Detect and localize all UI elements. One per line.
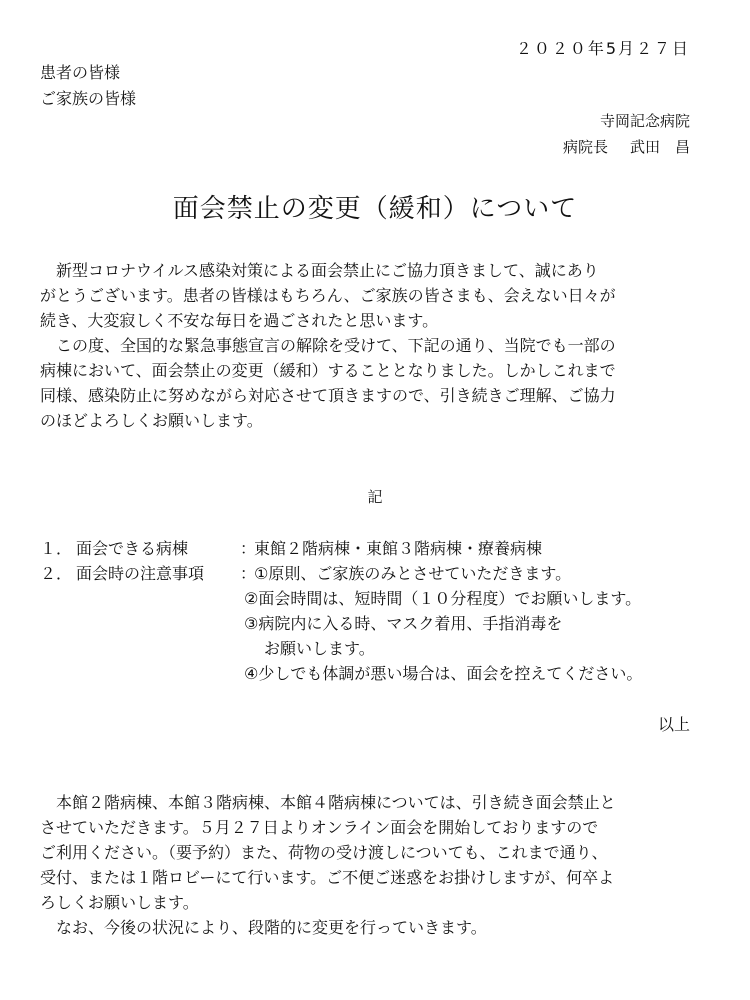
director-name: 武田 昌 bbox=[629, 138, 690, 156]
ki-heading: 記 bbox=[367, 488, 383, 506]
text-line: させていただきます。５月２７日よりオンライン面会を開始しておりますので bbox=[40, 818, 599, 837]
text-line: がとうございます。患者の皆様はもちろん、ご家族の皆さまも、会えない日々が bbox=[40, 286, 616, 305]
notice-paragraph-3 bbox=[40, 790, 700, 915]
text-line: のほどよろしくお願いします。 bbox=[40, 411, 263, 430]
item-colon: ： bbox=[240, 539, 257, 558]
text-line: 病棟において、面会禁止の変更（緩和）することとなりました。しかしこれまで bbox=[40, 361, 616, 380]
text-line: 受付、または１階ロビーにて行います。ご不便ご迷惑をお掛けしますが、何卒よ bbox=[40, 868, 615, 887]
precaution-item: ②面会時間は、短時間（１０分程度）でお願いします。 bbox=[244, 589, 642, 608]
text-line: 新型コロナウイルス感染対策による面会禁止にご協力頂きまして、誠にあり bbox=[56, 261, 599, 280]
item-number: １． bbox=[40, 539, 73, 558]
item-label: 面会時の注意事項 bbox=[76, 564, 205, 583]
text-line: ろしくお願いします。 bbox=[40, 893, 199, 912]
list-item bbox=[40, 536, 720, 561]
text-line: ご利用ください。（要予約）また、荷物の受け渡しについても、これまで通り、 bbox=[40, 843, 608, 862]
recipients-block bbox=[40, 60, 136, 112]
director-line bbox=[563, 134, 690, 160]
intro-paragraph-1 bbox=[40, 258, 700, 333]
text-line: この度、全国的な緊急事態宣言の解除を受けて、下記の通り、当院でも一部の bbox=[56, 336, 616, 355]
text-line: なお、今後の状況により、段階的に変更を行っていきます。 bbox=[56, 918, 487, 937]
closing-mark: 以上 bbox=[657, 715, 690, 734]
director-title: 病院長 bbox=[562, 138, 608, 156]
item-text: ①原則、ご家族のみとさせていただきます。 bbox=[254, 564, 572, 583]
document-title: 面会禁止の変更（緩和）について bbox=[172, 194, 578, 224]
document-date: ２０２０年5月２７日 bbox=[515, 39, 690, 58]
precaution-item: ④少しでも体調が悪い場合は、面会を控えてください。 bbox=[244, 664, 643, 683]
items-list bbox=[40, 536, 720, 686]
precaution-item: ③病院内に入る時、マスク着用、手指消毒を bbox=[244, 614, 563, 633]
intro-paragraph-2 bbox=[40, 333, 700, 433]
recipient-patients: 患者の皆様 bbox=[40, 63, 121, 82]
recipient-families: ご家族の皆様 bbox=[40, 89, 137, 108]
list-item bbox=[40, 561, 720, 586]
item-number: ２． bbox=[40, 564, 73, 583]
precaution-item-continuation: お願いします。 bbox=[264, 639, 375, 658]
text-line: 続き、大変寂しく不安な毎日を過ごされたと思います。 bbox=[40, 311, 439, 330]
sender-block bbox=[563, 108, 690, 160]
text-line: 同様、感染防止に努めながら対応させて頂きますので、引き続きご理解、ご協力 bbox=[40, 386, 616, 405]
item-label: 面会できる病棟 bbox=[76, 539, 189, 558]
text-line: 本館２階病棟、本館３階病棟、本館４階病棟については、引き続き面会禁止と bbox=[56, 793, 616, 812]
notice-paragraph-4 bbox=[40, 915, 700, 940]
item-colon: ： bbox=[240, 564, 257, 583]
hospital-name: 寺岡記念病院 bbox=[599, 112, 690, 130]
item-text: 東館２階病棟・東館３階病棟・療養病棟 bbox=[254, 539, 543, 558]
